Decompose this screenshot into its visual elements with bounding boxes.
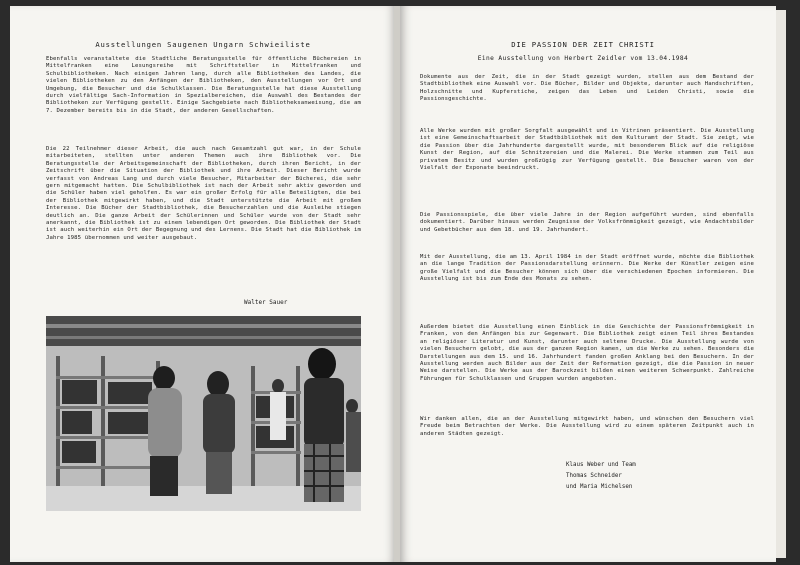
right-paragraph-4: Mit der Ausstellung, die am 13. April 1984 in der Stadt eröffnet wurde, möchte die Bibliothek an die lange Tradition der Passionsdarstellung erinnern. Die Werke der Künstler zeigen eine große Vielfalt und die Besucher können sich über die verschiedenen Epochen informieren. Die Ausstellung ist bis zum Ende des Monats zu sehen. [420, 254, 754, 283]
page-edge [776, 10, 786, 558]
exhibition-photo [46, 316, 361, 511]
right-paragraph-5: Außerdem bietet die Ausstellung einen Einblick in die Geschichte der Passionsfrömmigkeit in Franken, von den Anfängen bis zur Gegenwart. Die Bibliothek zeigt einen Teil ihres Bestandes an religiöser Literatur und Kunst, darunter auch seltene Drucke. Die Ausstellung wurde von vielen Besuchern gelobt, die aus der ganzen Region kamen, um die Werke zu sehen. Besonders die Darstellungen aus dem 15. und 16. Jahrhundert fanden großen Anklang bei den Besuchern. In der Ausstellung werden auch Bilder aus der Zeit der Reformation gezeigt, die die Passion in neuer Weise darstellen. Die Werke aus der Barockzeit bilden einen weiteren Schwerpunkt. Zahlreiche Führungen für Schulklassen und Gruppen wurden angeboten. [420, 324, 754, 382]
right-page [400, 6, 776, 562]
left-signature: Walter Sauer [244, 299, 288, 306]
left-paragraph-1: Ebenfalls veranstaltete die Stadtliche Beratungsstelle für öffentliche Büchereien in Mittelfranken eine Lesungsreihe mit Schriftsteller in Mittelfranken und Schulbibliotheken. Nach einigen Jahren lang, durch alle Bibliotheken des Landes, die vielen Bibliotheken zu den Anfängen der Bibliotheken, den Ausstellungen vor Ort und Umgebung, die Besucher und die Schulklassen. Die Beratungsstelle hat diese Ausstellung durch vielfältige Sach-Information in Spezialbereichen, die Auswahl des Bestandes der Bibliotheken zur Verfügung gestellt. Einige Sachgebiete nach Bibliotheksanweisung, die am 7. Dezember bereits bis in die Stadt, der anderen Gesellschaften. [46, 56, 361, 114]
right-page-header: DIE PASSION DER ZEIT CHRISTI [511, 40, 655, 49]
left-page [10, 6, 396, 562]
right-signatures: Klaus Weber und Team Thomas Schneider und Maria Michelsen [566, 462, 636, 490]
exhibition-photo-graphic [46, 316, 361, 511]
right-paragraph-1: Dokumente aus der Zeit, die in der Stadt gezeigt wurden, stellen aus dem Bestand der Stadtbibliothek eine Auswahl vor. Die Bücher, Bilder und Objekte, darunter auch Handschriften, Holzschnitte und Kupferstiche, zeigen das Leben und Leiden Christi, sowie die Passionsgeschichte. [420, 74, 754, 103]
right-paragraph-2: Alle Werke wurden mit großer Sorgfalt ausgewählt und in Vitrinen präsentiert. Die Ausstellung ist eine Gemeinschaftsarbeit der Stadtbibliothek mit dem Kulturamt der Stadt. Sie zeigt, wie die Passion über die Jahrhunderte dargestellt wurde, mit besonderem Blick auf die religiöse Kunst der Region, auf die Schnitzereien und die Malerei. Die Werke stammen zum Teil aus privatem Besitz und wurden großzügig zur Verfügung gestellt. Die Besucher waren von der Vielfalt der Exponate beeindruckt. [420, 128, 754, 172]
right-paragraph-3: Die Passionsspiele, die über viele Jahre in der Region aufgeführt wurden, sind ebenfalls dokumentiert. Darüber hinaus werden Zeugnisse der Volksfrömmigkeit gezeigt, wie Andachtsbilder und Gebetbücher aus dem 18. und 19. Jahrhundert. [420, 212, 754, 233]
right-page-subheader: Eine Ausstellung von Herbert Zeidler vom 13.04.1984 [477, 55, 689, 62]
left-paragraph-2: Die 22 Teilnehmer dieser Arbeit, die auch nach Gesamtzahl gut war, in der Schule mitarbeiteten, stellten unter anderen Themen auch ihre Bibliothek vor. Die Beratungsstelle der Arbeitsgemeinschaft der Bibliotheken, durch ihren Bericht, in der Zeitschrift über die Situation der Bibliothek und ihre Arbeit. Dieser Bericht wurde verfasst von Andreas Lang und durch viele Besucher, Mitarbeiter der Bücherei, die sehr gern mitgemacht hatten. Die Schulbibliothek ist nach der Arbeit sehr aktiv geworden und die Schüler haben viel geholfen. Es war ein großer Erfolg für alle Beteiligten, die bei der Bibliothek mitgewirkt haben, und die Stadt unterstützte die Arbeit mit großem Interesse. Die Bücher der Stadtbibliothek, die Besucherzahlen und die Ausleihe stiegen deutlich an. Die ganze Arbeit der Schülerinnen und Schüler wurde von der Stadt sehr anerkannt, die Bibliothek ist zu einem lebendigen Ort geworden. Die Bibliothek der Stadt ist auch weiterhin ein Ort der Begegnung und des Lernens. Die Stadt hat die Bibliothek im Jahre 1985 übernommen und weiter ausgebaut. [46, 146, 361, 241]
right-paragraph-6: Wir danken allen, die an der Ausstellung mitgewirkt haben, und wünschen den Besuchern viel Freude beim Betrachten der Werke. Die Ausstellung wird zu einem späteren Zeitpunkt auch in anderen Städten gezeigt. [420, 416, 754, 437]
left-page-header: Ausstellungen Saugenen Ungarn Schwieiliste [95, 40, 311, 49]
